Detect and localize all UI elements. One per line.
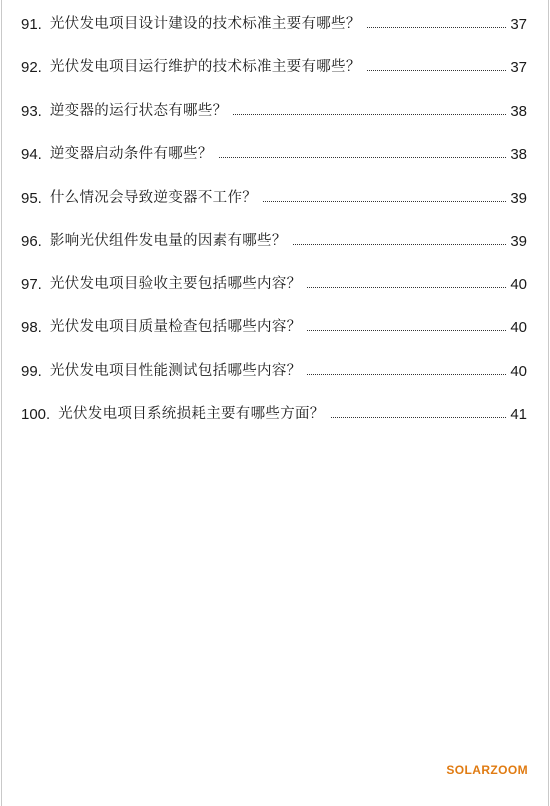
toc-entry-title: 逆变器启动条件有哪些？ [49,146,213,162]
toc-entry-page: 39 [510,190,527,207]
toc-entry-91[interactable] [21,9,527,33]
toc-entry-number: 91. [21,16,42,33]
toc-entry-title: 光伏发电项目系统损耗主要有哪些方面？ [58,406,325,422]
page-right-border [548,0,549,806]
toc-entry-93[interactable] [21,96,527,120]
toc-entry-title: 光伏发电项目验收主要包括哪些内容？ [49,276,302,292]
toc-entry-page: 40 [510,319,527,336]
page-left-border [1,0,2,806]
toc-entry-98[interactable] [21,312,527,336]
toc-entry-number: 92. [21,59,42,76]
dot-leader [307,373,506,375]
dot-leader [293,243,507,245]
toc-entry-92[interactable] [21,52,527,76]
toc-entry-number: 94. [21,146,42,163]
toc-entry-number: 95. [21,190,42,207]
toc-entry-title: 光伏发电项目质量检查包括哪些内容？ [49,319,302,335]
toc-entry-page: 40 [510,363,527,380]
toc-entry-title: 什么情况会导致逆变器不工作？ [49,190,258,206]
toc-entry-number: 96. [21,233,42,250]
toc-entry-page: 39 [510,233,527,250]
toc-entry-title: 影响光伏组件发电量的因素有哪些？ [49,233,287,249]
dot-leader [367,26,507,28]
toc-entry-title: 逆变器的运行状态有哪些？ [49,103,228,119]
toc-entry-page: 41 [510,406,527,423]
toc-entry-title: 光伏发电项目运行维护的技术标准主要有哪些？ [49,59,361,75]
toc-entry-number: 99. [21,363,42,380]
toc-entry-number: 100. [21,406,51,423]
toc-entry-94[interactable] [21,139,527,163]
dot-leader [331,416,507,418]
solarzoom-logo: SOLARZOOM [446,763,528,777]
toc-entry-number: 93. [21,103,42,120]
toc-entry-number: 97. [21,276,42,293]
toc-entry-100[interactable] [21,399,527,423]
dot-leader [233,113,506,115]
dot-leader [307,329,506,331]
toc-entry-96[interactable] [21,226,527,250]
toc-entry-95[interactable] [21,183,527,207]
dot-leader [219,156,507,158]
toc-entry-97[interactable] [21,269,527,293]
toc-entry-page: 40 [510,276,527,293]
toc-entry-page: 37 [510,59,527,76]
toc-entry-page: 38 [510,103,527,120]
toc-entry-number: 98. [21,319,42,336]
toc-entry-title: 光伏发电项目设计建设的技术标准主要有哪些？ [49,16,361,32]
toc-entry-page: 38 [510,146,527,163]
dot-leader [307,286,506,288]
dot-leader [263,200,506,202]
toc-entry-title: 光伏发电项目性能测试包括哪些内容？ [49,363,302,379]
toc-entry-page: 37 [510,16,527,33]
toc-entry-99[interactable] [21,356,527,380]
dot-leader [367,69,507,71]
